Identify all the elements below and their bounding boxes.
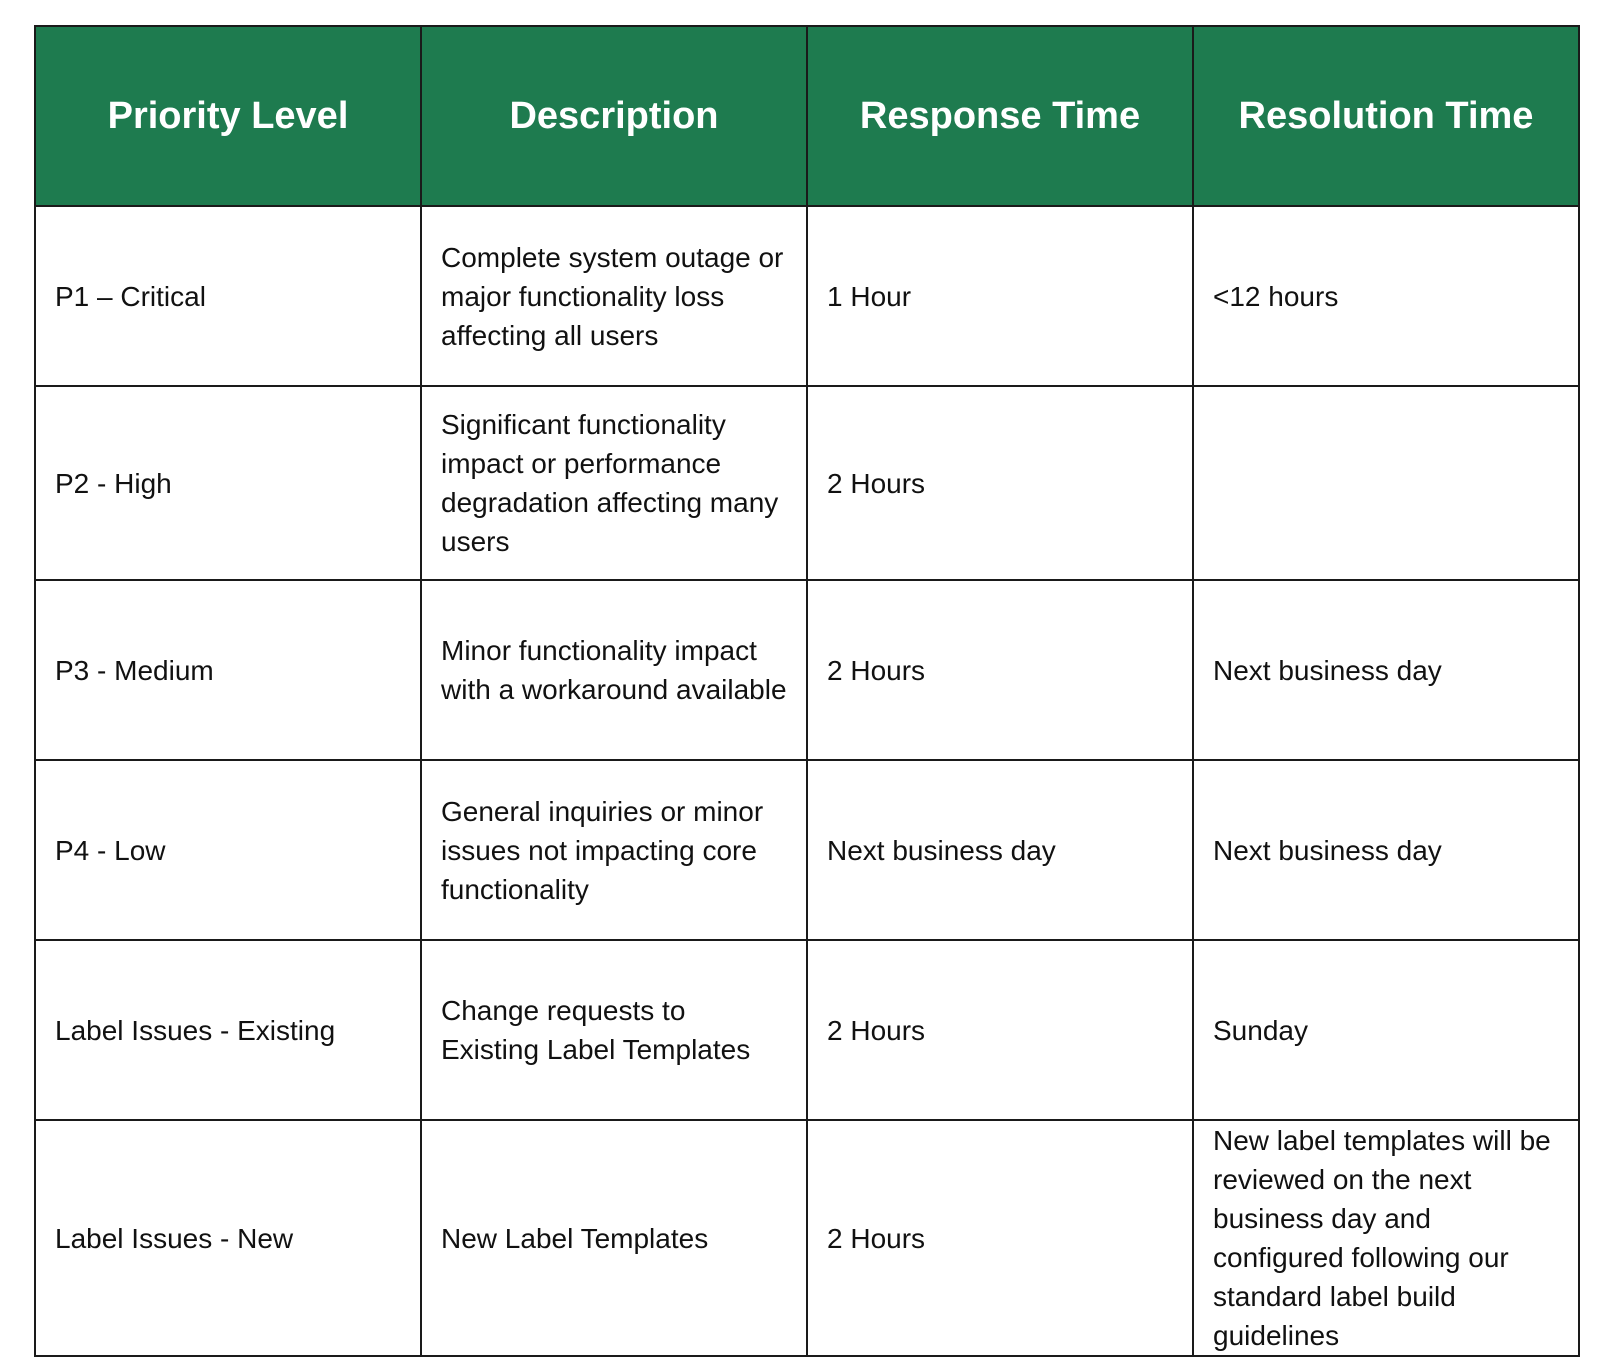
description-cell: Minor functionality impact with a workaround available <box>421 580 807 760</box>
table-row <box>35 206 1579 386</box>
description-cell: Change requests to Existing Label Templates <box>421 940 807 1120</box>
resolution-time-cell: Sunday <box>1193 940 1579 1120</box>
description-cell: Complete system outage or major functionality loss affecting all users <box>421 206 807 386</box>
response-time-cell: 1 Hour <box>807 206 1193 386</box>
priority-cell: P1 – Critical <box>35 206 421 386</box>
table-row <box>35 386 1579 580</box>
response-time-cell: Next business day <box>807 760 1193 940</box>
priority-cell: P4 - Low <box>35 760 421 940</box>
priority-cell: P3 - Medium <box>35 580 421 760</box>
description-cell: General inquiries or minor issues not impacting core functionality <box>421 760 807 940</box>
response-time-cell: 2 Hours <box>807 1120 1193 1356</box>
sla-priority-table <box>34 25 1580 1357</box>
response-time-cell: 2 Hours <box>807 580 1193 760</box>
table-row <box>35 580 1579 760</box>
table-row <box>35 1120 1579 1356</box>
header-resolution-time: Resolution Time <box>1193 26 1579 206</box>
header-response-time: Response Time <box>807 26 1193 206</box>
resolution-time-cell: New label templates will be reviewed on the next business day and configured following our standard label build guidelines <box>1193 1120 1579 1356</box>
resolution-time-cell: Next business day <box>1193 580 1579 760</box>
priority-cell: Label Issues - New <box>35 1120 421 1356</box>
response-time-cell: 2 Hours <box>807 386 1193 580</box>
table-row <box>35 760 1579 940</box>
description-cell: New Label Templates <box>421 1120 807 1356</box>
header-description: Description <box>421 26 807 206</box>
resolution-time-cell: <12 hours <box>1193 206 1579 386</box>
header-priority-level: Priority Level <box>35 26 421 206</box>
table-header <box>35 26 1579 206</box>
resolution-time-cell: Next business day <box>1193 760 1579 940</box>
description-cell: Significant functionality impact or performance degradation affecting many users <box>421 386 807 580</box>
priority-cell: Label Issues - Existing <box>35 940 421 1120</box>
priority-cell: P2 - High <box>35 386 421 580</box>
header-row <box>35 26 1579 206</box>
response-time-cell: 2 Hours <box>807 940 1193 1120</box>
table-row <box>35 940 1579 1120</box>
table-body <box>35 206 1579 1356</box>
resolution-time-cell <box>1193 386 1579 580</box>
